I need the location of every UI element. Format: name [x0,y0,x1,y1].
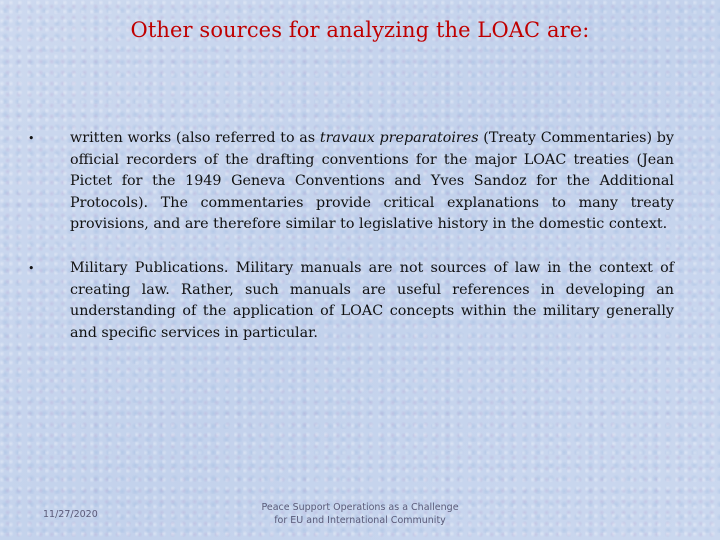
bullet-item [26,258,674,344]
footer-title-line: for EU and International Community [274,515,446,526]
bullet-text [70,130,674,232]
bullet-text-italic: travaux preparatoires [319,130,479,146]
footer-title-line: Peace Support Operations as a Challenge [261,502,459,513]
footer-date: 11/27/2020 [43,509,98,520]
bullet-item [26,128,674,236]
bullet-text-before: written works (also referred to as [70,130,320,146]
bullet-marker: • [28,132,35,145]
bullet-text-after: (Treaty Commentaries) by official recorders of the drafting conventions for the major LOAC treaties (Jean Pictet for the 1949 Geneva Conventions and Yves Sandoz for the Additional Protocols). The commentaries provide critical explanations to many treaty provisions, and are therefore similar to legislative history in the domestic context. [70,130,674,233]
slide-title: Other sources for analyzing the LOAC are: [130,18,590,42]
footer-title [250,501,470,527]
bullet-text: Military Publications. Military manuals are not sources of law in the context of creating law. Rather, such manuals are useful references in developing an understanding of the application of LOAC concepts within the military generally and specific services in particular. [70,259,674,341]
bullet-marker: • [28,261,35,275]
bullet-list [26,128,674,344]
